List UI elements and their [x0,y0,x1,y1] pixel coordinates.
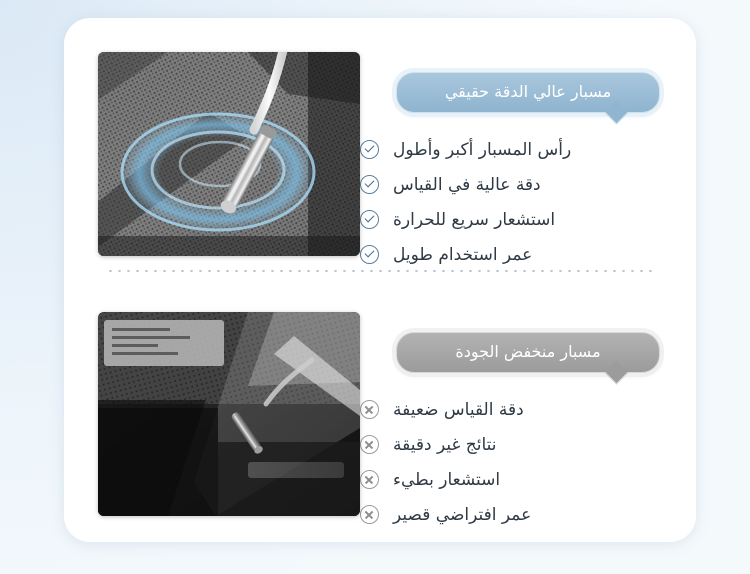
cross-circle-icon [360,435,379,454]
check-circle-icon [360,140,379,159]
cross-circle-icon [360,505,379,524]
feature-label: رأس المسبار أكبر وأطول [393,139,572,160]
cross-circle-icon [360,400,379,419]
badge-high-precision-probe [396,72,660,113]
check-circle-icon [360,210,379,229]
list-item [360,204,660,235]
feature-label: عمر استخدام طويل [393,244,533,265]
feature-label: استشعار بطيء [393,469,501,490]
badge-tail [604,100,628,124]
list-item [360,134,660,165]
badge-label: مسبار منخفض الجودة [455,342,601,361]
check-circle-icon [360,245,379,264]
feature-label: استشعار سريع للحرارة [393,209,556,230]
list-item [360,239,660,270]
check-circle-icon [360,175,379,194]
low-quality-probe-photo [98,312,360,516]
badge-low-quality-probe [396,332,660,373]
section-low-quality-probe [64,294,696,524]
list-item [360,429,660,460]
list-item [360,169,660,200]
feature-label: عمر افتراضي قصير [393,504,532,525]
badge-tail [604,360,628,384]
feature-label: نتائج غير دقيقة [393,434,497,455]
list-item [360,394,660,425]
comparison-card [64,18,696,542]
feature-list-high-precision [360,134,660,274]
list-item [360,499,660,530]
feature-label: دقة القياس ضعيفة [393,399,524,420]
section-divider [106,270,654,272]
list-item [360,464,660,495]
feature-list-low-quality [360,394,660,534]
probe-closeup-photo [98,52,360,256]
feature-label: دقة عالية في القياس [393,174,541,195]
section-high-precision-probe [64,34,696,264]
cross-circle-icon [360,470,379,489]
badge-label: مسبار عالي الدقة حقيقي [444,82,612,101]
